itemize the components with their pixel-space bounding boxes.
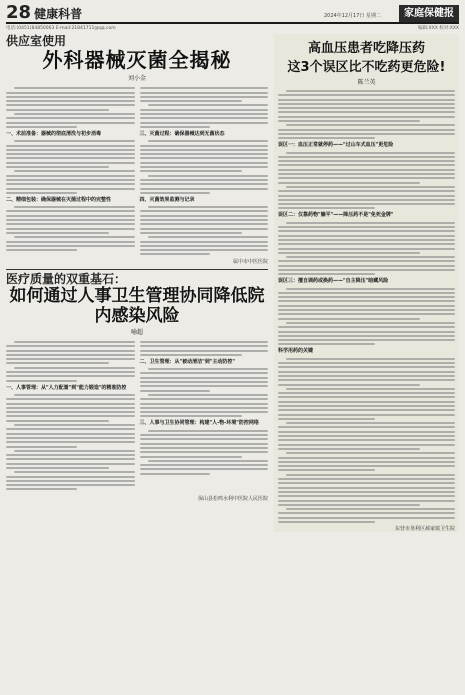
article-kicker: 医疗质量的双重基石： <box>6 271 127 286</box>
article-headline: 外科器械灭菌全揭秘 <box>42 48 232 72</box>
author-affiliation: 属中市中医医院 <box>232 258 268 265</box>
article-headline-line2: 这3个误区比不吃药更危险! <box>287 60 446 75</box>
masthead <box>6 4 459 24</box>
article-subhead: 三、人事与卫生协同管理：构建"人-物-环境"防控网络 <box>139 420 259 427</box>
article-sterilization <box>6 34 268 265</box>
article-body-col <box>6 85 135 265</box>
page-number: 28 <box>6 2 32 23</box>
article-body-col <box>6 339 135 493</box>
section-title-left: 健康科普 <box>34 7 83 21</box>
article-subhead: 误区三：擅自调药或换药——"自主降压"暗藏风险 <box>278 278 389 285</box>
right-column <box>274 34 459 532</box>
article-subhead: 科学用药的关键 <box>278 348 314 355</box>
article-kicker: 供应室使用 <box>6 34 67 48</box>
article-byline: 喻超 <box>130 328 143 336</box>
article-body-col <box>140 339 269 493</box>
article-hypertension <box>278 40 455 532</box>
article-subhead: 一、人事管理：从"人力配置"到"能力锻造"的精准防控 <box>6 384 127 391</box>
article-subhead: 一、术前准备：器械的彻底清洗与初步消毒 <box>6 130 102 137</box>
article-infection-control <box>6 272 268 502</box>
article-subhead: 三、灭菌过程：确保器械达到无菌状态 <box>139 130 225 137</box>
article-subhead: 四、灭菌效果监测与记录 <box>139 196 195 203</box>
left-column <box>6 34 268 532</box>
article-subhead: 误区二：仅靠药物"躺平"——降压药不是"免死金牌" <box>278 212 394 219</box>
article-subhead: 误区一：血压正常就停药——"过山车式血压"更危险 <box>278 142 394 149</box>
editor-credit: 编辑:XXX 校对:XXX <box>418 26 459 31</box>
section-title-right: 家庭保健报 <box>399 5 459 22</box>
article-byline: 刘小金 <box>127 75 146 82</box>
article-headline: 高血压患者吃降压药 <box>307 41 425 56</box>
editor-contact: 电话:(0451)84850063 E-mail:21841711@qq.com <box>6 26 116 31</box>
author-affiliation: 东营市垦利区郝家镇卫生院 <box>394 526 455 533</box>
article-subhead: 二、精细包装：确保器械在灭菌过程中的完整性 <box>6 196 112 203</box>
article-body-col <box>140 85 269 265</box>
article-headline: 如何通过人事卫生管理协同降低院内感染风险 <box>9 285 265 326</box>
article-byline: 陈兰英 <box>357 79 376 86</box>
article-subhead: 二、卫生管理：从"被动清洁"到"主动防控" <box>139 358 235 365</box>
editor-line <box>6 25 459 32</box>
author-affiliation: 保山县松鸣水利中医院人民医院 <box>197 495 268 502</box>
issue-date: 2024年12月17日 星期二 <box>323 13 381 19</box>
article-body-col <box>278 90 455 523</box>
